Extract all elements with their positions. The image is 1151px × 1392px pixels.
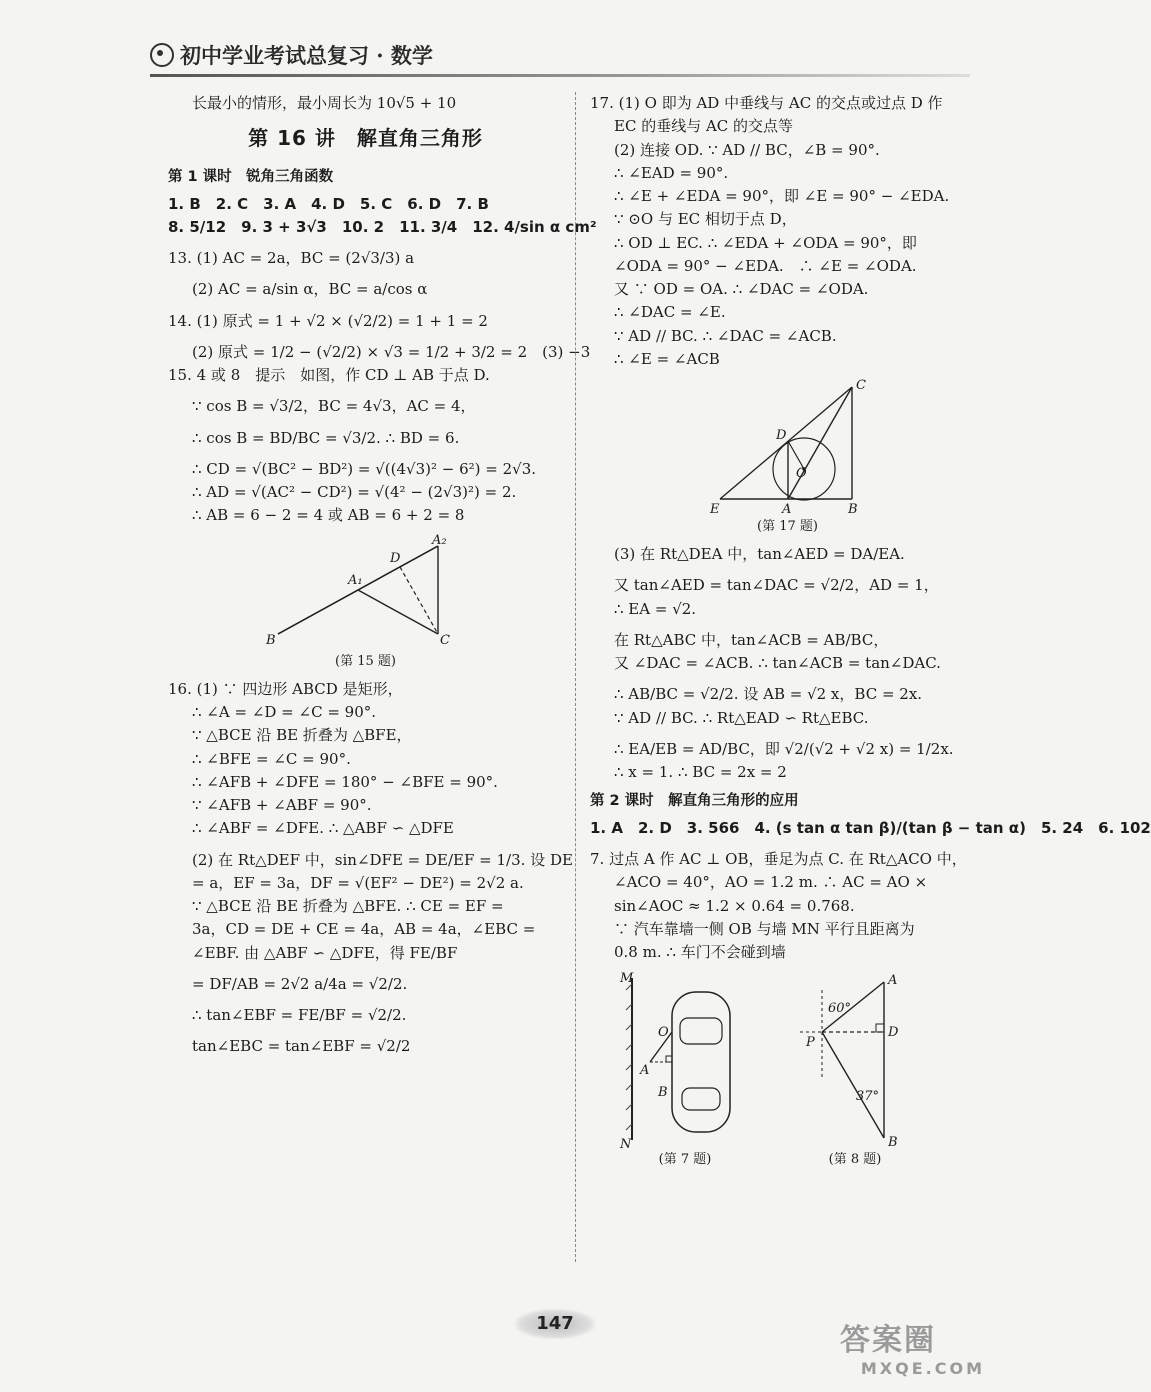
answer-line: ∵ AD // BC. ∴ Rt△EAD ∽ Rt△EBC. [614,708,869,727]
answer-line: ∴ AB = 6 − 2 = 4 或 AB = 6 + 2 = 8 [192,506,465,525]
answer-line: (3) 在 Rt△DEA 中，tan∠AED = DA/EA. [614,545,905,564]
figure-8 [780,970,930,1170]
watermark-url: MXQE.COM [860,1359,985,1378]
lesson-title: 第 2 课时 解直角三角形的应用 [590,793,799,810]
fig7-label-b: B [658,1085,668,1101]
figure-17-diagram [590,377,985,517]
lesson-title: 第 1 课时 锐角三角函数 [168,169,334,186]
answer-line: ∵ 汽车靠墙一侧 OB 与墙 MN 平行且距离为 [614,919,915,938]
figure-15-caption: (第 15 题) [335,653,396,669]
fig8-label-p: P [806,1035,815,1051]
answer-line: 8. 5/12 9. 3 + 3√3 10. 2 11. 3/4 12. 4/sin α cm² [168,217,597,236]
fig8-label-angle37: 37° [856,1089,880,1105]
answer-line: ∵ △BCE 沿 BE 折叠为 △BFE， [192,726,412,745]
answer-line: 在 Rt△ABC 中，tan∠ACB = AB/BC， [614,630,889,649]
answer-line: 1. A 2. D 3. 566 4. (s tan α tan β)/(tan β − tan α) 5. 24 6. 102 [590,818,1151,837]
answer-line: ∴ ∠EAD = 90°. [614,163,729,182]
answer-line: 又 ∵ OD = OA. ∴ ∠DAC = ∠ODA. [614,280,869,298]
answer-line: ∴ ∠AFB + ∠DFE = 180° − ∠BFE = 90°. [192,772,498,791]
right-column [590,92,1151,1177]
fig15-label-d: D [390,550,401,566]
answer-line: 16. (1) ∵ 四边形 ABCD 是矩形， [168,679,403,698]
fig17-label-e: E [710,502,720,517]
answer-line: (2) 原式 = 1/2 − (√2/2) × √3 = 1/2 + 3/2 = 2 (3) −3 [192,342,591,361]
answer-line: ∵ ⊙O 与 EC 相切于点 D， [614,210,797,229]
figure-7-caption: (第 7 题) [658,1152,712,1168]
fig17-label-a: A [782,502,792,517]
page-number: 147 [515,1309,595,1339]
figure-15 [168,534,563,672]
fig8-label-a: A [888,973,898,989]
answer-line: = DF/AB = 2√2 a/4a = √2/2. [192,974,408,993]
answer-line: 14. (1) 原式 = 1 + √2 × (√2/2) = 1 + 1 = 2 [168,311,488,330]
answer-line: ∴ cos B = BD/BC = √3/2. ∴ BD = 6. [192,428,460,447]
answer-line: ∴ CD = √(BC² − BD²) = √((4√3)² − 6²) = 2√3. [192,459,537,478]
watermark-logo-text: 答案圈 [840,1323,936,1358]
answer-line: ∴ AB/BC = √2/2. 设 AB = √2 x，BC = 2x. [614,685,923,704]
answer-line: ∠EBF. 由 △ABF ∽ △DFE，得 FE/BF [192,943,458,962]
fig7-label-o: O [658,1025,669,1041]
answer-line: ∴ EA = √2. [614,599,697,618]
figure-17 [590,377,985,537]
fig8-label-b: B [888,1135,898,1151]
answer-line: (2) 在 Rt△DEF 中，sin∠DFE = DE/EF = 1/3. 设 DE [192,850,573,869]
answer-line: ∴ AD = √(AC² − CD²) = √(4² − (2√3)²) = 2. [192,483,517,502]
fig7-label-m: M [620,971,634,987]
answer-line: ∴ ∠BFE = ∠C = 90°. [192,749,351,768]
fig17-label-b: B [848,502,858,517]
left-column [168,92,597,1059]
answer-line: ∵ cos B = √3/2，BC = 4√3，AC = 4， [192,397,476,416]
fig7-label-a: A [640,1063,650,1079]
answer-line: ∴ ∠ABF = ∠DFE. ∴ △ABF ∽ △DFE [192,819,454,838]
figure-7 [610,970,760,1170]
header-rule [150,74,970,77]
answer-line: ∵ AD // BC. ∴ ∠DAC = ∠ACB. [614,326,837,345]
answer-line: ∵ ∠AFB + ∠ABF = 90°. [192,796,372,815]
answer-line: tan∠EBC = tan∠EBF = √2/2 [192,1037,411,1056]
answer-line: 13. (1) AC = 2a，BC = (2√3/3) a [168,249,415,268]
answer-line: (2) 连接 OD. ∵ AD // BC，∠B = 90°. [614,140,880,159]
continued-answer: 长最小的情形，最小周长为 10√5 + 10 [192,94,457,112]
answer-line: ∴ ∠E = ∠ACB [614,349,720,368]
figure-15-diagram [168,534,563,652]
answer-line: ∴ EA/EB = AD/BC，即 √2/(√2 + √2 x) = 1/2x. [614,739,954,758]
answer-line: ∴ tan∠EBF = FE/BF = √2/2. [192,1006,407,1025]
answer-line: ∴ ∠DAC = ∠E. [614,303,726,322]
answer-line: ∠ACO = 40°，AO = 1.2 m. ∴ AC = AO × [614,873,928,892]
figures-7-8 [590,970,985,1170]
answer-line: ∴ ∠E + ∠EDA = 90°，即 ∠E = 90° − ∠EDA. [614,187,950,205]
figure-17-caption: (第 17 题) [757,519,818,534]
answer-line: sin∠AOC ≈ 1.2 × 0.64 = 0.768. [614,896,855,915]
fig8-label-angle60: 60° [828,1001,852,1017]
book-logo-icon [150,43,174,67]
fig15-label-a1: A₁ [348,572,363,588]
answer-line: 又 tan∠AED = tan∠DAC = √2/2，AD = 1， [614,576,939,595]
answer-line: ∵ △BCE 沿 BE 折叠为 △BFE. ∴ CE = EF = [192,897,504,916]
answer-line: ∴ OD ⊥ EC. ∴ ∠EDA + ∠ODA = 90°，即 [614,233,917,252]
fig8-label-d: D [888,1025,899,1041]
page-header [150,40,433,70]
header-title: 初中学业考试总复习 · 数学 [180,43,433,68]
answer-line: ∠ODA = 90° − ∠EDA. ∴ ∠E = ∠ODA. [614,256,917,275]
answer-line: 3a，CD = DE + CE = 4a，AB = 4a，∠EBC = [192,920,536,939]
answer-line: ∴ x = 1. ∴ BC = 2x = 2 [614,763,787,782]
answer-line: ∴ ∠A = ∠D = ∠C = 90°. [192,703,377,722]
fig7-label-n: N [620,1137,632,1153]
fig15-label-b: B [266,632,276,648]
answer-line: 又 ∠DAC = ∠ACB. ∴ tan∠ACB = tan∠DAC. [614,654,941,673]
fig15-label-a2: A₂ [432,532,447,548]
column-divider [575,92,576,1262]
answer-line: EC 的垂线与 AC 的交点等 [614,117,794,136]
site-watermark [840,1315,985,1380]
answer-line: 17. (1) O 即为 AD 中垂线与 AC 的交点或过点 D 作 [590,94,943,112]
fig17-label-o: O [796,466,807,481]
lecture-title: 第 16 讲 解直角三角形 [248,126,483,151]
answer-line: (2) AC = a/sin α，BC = a/cos α [192,280,428,299]
answer-line: = a，EF = 3a，DF = √(EF² − DE²) = 2√2 a. [192,873,524,892]
fig17-label-c: C [856,378,866,393]
answer-line: 15. 4 或 8 提示 如图，作 CD ⊥ AB 于点 D. [168,366,490,385]
figure-7-diagram [610,970,760,1153]
figure-8-diagram [780,970,930,1150]
answer-line: 1. B 2. C 3. A 4. D 5. C 6. D 7. B [168,194,489,213]
answer-line: 7. 过点 A 作 AC ⊥ OB，垂足为点 C. 在 Rt△ACO 中， [590,850,967,869]
fig17-label-d: D [776,428,787,443]
fig15-label-c: C [440,632,450,648]
figure-8-caption: (第 8 题) [828,1152,882,1168]
answer-line: 0.8 m. ∴ 车门不会碰到墙 [614,943,786,962]
